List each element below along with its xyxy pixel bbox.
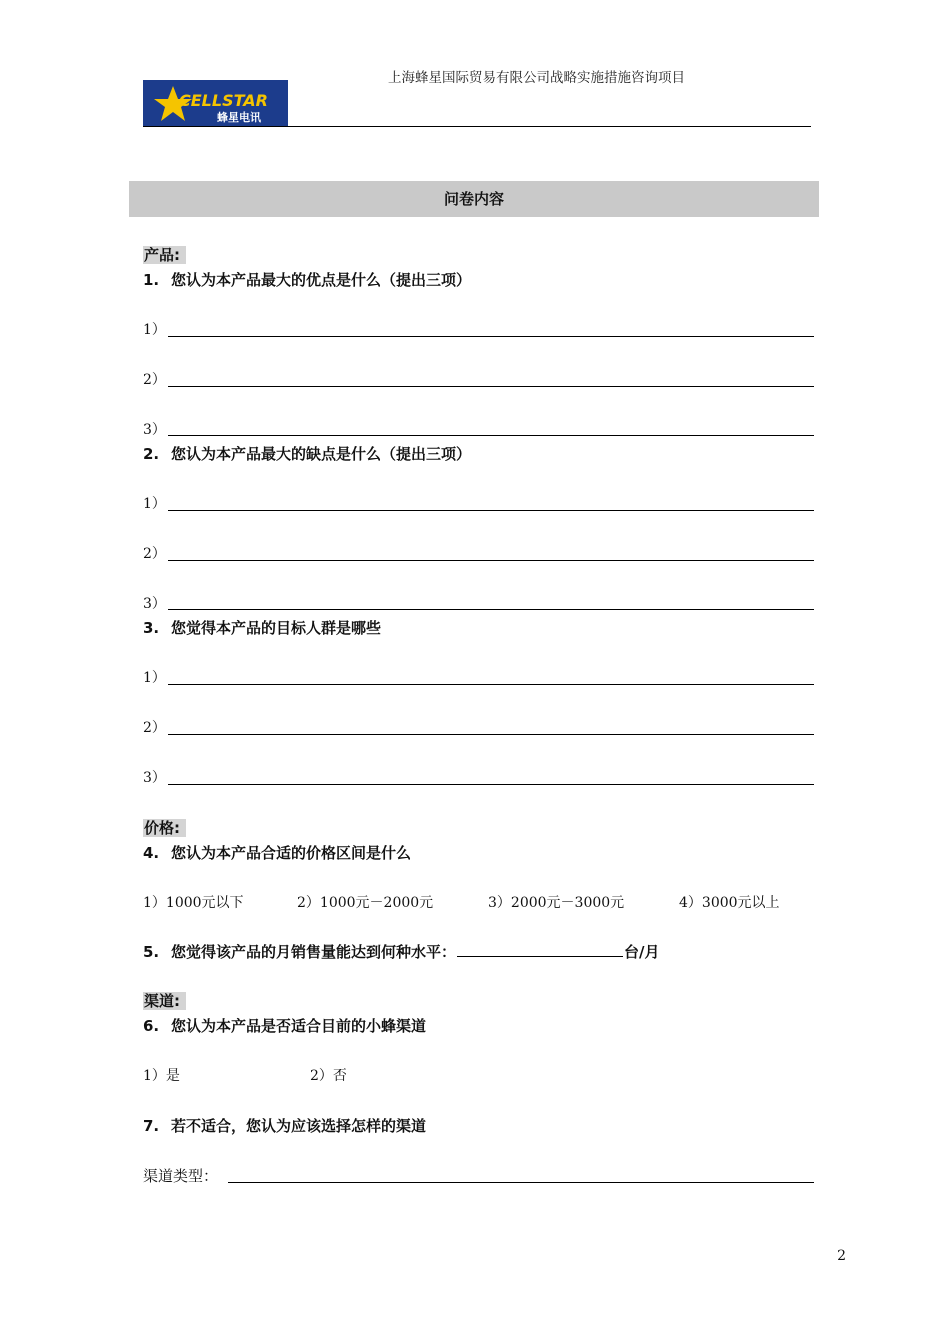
- question-number: 1.: [143, 271, 160, 289]
- question-6: [143, 1016, 426, 1036]
- q3-answer-line-1[interactable]: [168, 684, 814, 685]
- q2-option-3-label: 3）: [143, 596, 166, 612]
- section-label-product: [143, 245, 186, 265]
- q1-answer-line-1[interactable]: [168, 336, 814, 337]
- section-channel-text: 渠道:: [143, 992, 186, 1010]
- question-4: [143, 843, 411, 863]
- monthly-sales-input[interactable]: [457, 942, 623, 957]
- company-logo: [143, 80, 288, 126]
- q1-answer-line-3[interactable]: [168, 435, 814, 436]
- header-title: 上海蜂星国际贸易有限公司战略实施措施咨询项目: [388, 70, 685, 86]
- page-number: 2: [837, 1248, 846, 1264]
- q1-option-2-label: 2）: [143, 372, 166, 388]
- channel-type-input-line[interactable]: [228, 1182, 814, 1183]
- question-5: [143, 942, 660, 962]
- question-2: [143, 444, 471, 464]
- q2-answer-line-1[interactable]: [168, 510, 814, 511]
- q2-option-1-label: 1）: [143, 496, 166, 512]
- q4-option-4[interactable]: 4）3000元以上: [679, 895, 780, 911]
- question-text: 您认为本产品合适的价格区间是什么: [171, 844, 412, 862]
- cellstar-star-icon: [143, 80, 288, 126]
- unit-suffix: 台/月: [624, 943, 660, 961]
- q2-answer-line-2[interactable]: [168, 560, 814, 561]
- logo-subtext: 蜂星电讯: [217, 111, 261, 124]
- question-number: 7.: [143, 1117, 160, 1135]
- question-7: [143, 1116, 426, 1136]
- q4-option-2[interactable]: 2）1000元－2000元: [297, 895, 434, 911]
- section-product-text: 产品:: [143, 246, 186, 264]
- q3-answer-line-2[interactable]: [168, 734, 814, 735]
- q2-option-2-label: 2）: [143, 546, 166, 562]
- question-3: [143, 618, 381, 638]
- q1-answer-line-2[interactable]: [168, 386, 814, 387]
- q3-option-3-label: 3）: [143, 770, 166, 786]
- section-price-text: 价格:: [143, 819, 186, 837]
- question-text: 您认为本产品最大的缺点是什么（提出三项）: [171, 445, 472, 463]
- q3-answer-line-3[interactable]: [168, 784, 814, 785]
- q1-option-1-label: 1）: [143, 322, 166, 338]
- q1-option-3-label: 3）: [143, 422, 166, 438]
- question-number: 2.: [143, 445, 160, 463]
- section-banner: [129, 181, 819, 217]
- q2-answer-line-3[interactable]: [168, 609, 814, 610]
- q3-option-1-label: 1）: [143, 670, 166, 686]
- question-text: 您认为本产品是否适合目前的小蜂渠道: [171, 1017, 427, 1035]
- q6-option-yes[interactable]: 1）是: [143, 1068, 180, 1084]
- section-label-price: [143, 818, 186, 838]
- question-text: 您认为本产品最大的优点是什么（提出三项）: [171, 271, 472, 289]
- question-number: 6.: [143, 1017, 160, 1035]
- q4-option-1[interactable]: 1）1000元以下: [143, 895, 244, 911]
- header-divider: [143, 126, 811, 127]
- q4-option-3[interactable]: 3）2000元－3000元: [488, 895, 625, 911]
- q3-option-2-label: 2）: [143, 720, 166, 736]
- q6-option-no[interactable]: 2）否: [310, 1068, 347, 1084]
- question-text: 若不适合，您认为应该选择怎样的渠道: [171, 1117, 427, 1135]
- question-number: 3.: [143, 619, 160, 637]
- channel-type-label: 渠道类型：: [143, 1167, 219, 1185]
- section-label-channel: [143, 991, 186, 1011]
- question-1: [143, 270, 471, 290]
- banner-title: 问卷内容: [443, 190, 504, 208]
- question-number: 4.: [143, 844, 160, 862]
- question-text: 您觉得本产品的目标人群是哪些: [171, 619, 382, 637]
- question-number: 5.: [143, 943, 160, 961]
- logo-text: CELLSTAR: [179, 91, 268, 110]
- question-text: 您觉得该产品的月销售量能达到何种水平：: [171, 943, 457, 961]
